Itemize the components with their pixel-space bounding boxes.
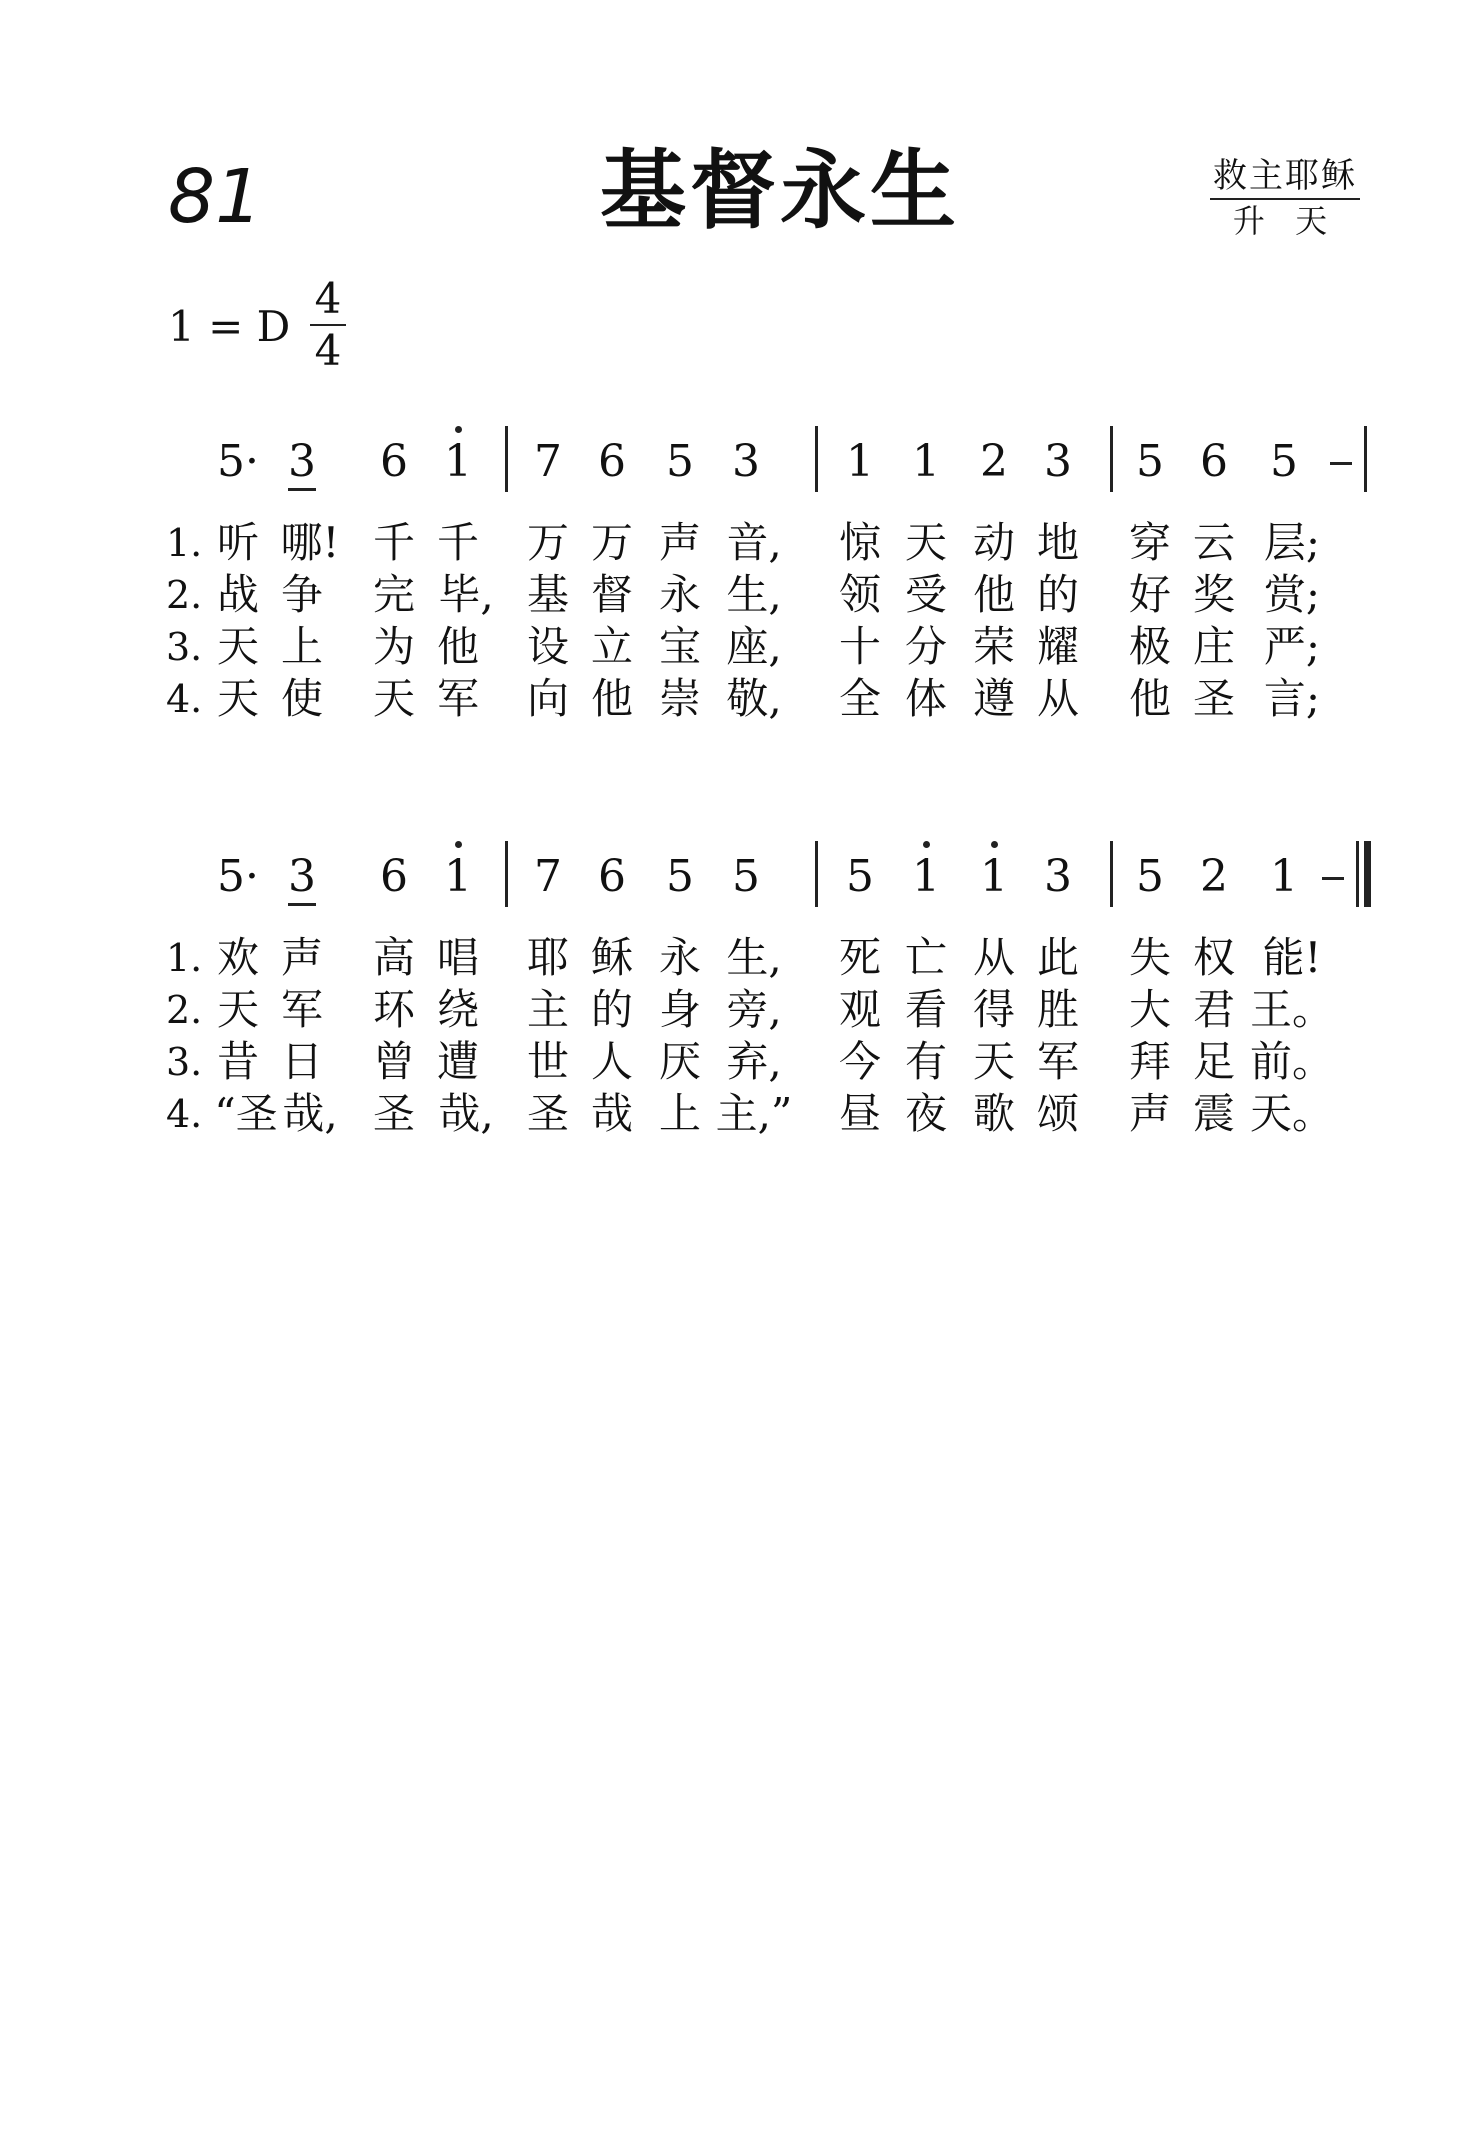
lyric-syllable: 敬, <box>726 674 782 723</box>
hymn-number: 81 <box>168 154 263 240</box>
lyric-syllable: 奖 <box>1192 570 1236 619</box>
lyric-syllable: 观 <box>838 985 882 1034</box>
lyric-syllable: 王。 <box>1249 985 1335 1034</box>
lyric-syllable: 颂 <box>1036 1089 1080 1138</box>
lyric-syllable: 日 <box>280 1037 324 1086</box>
lyric-syllable: 基 <box>526 570 570 619</box>
note: 5 <box>1136 851 1164 902</box>
lyric-syllable: 圣 <box>372 1089 416 1138</box>
lyric-syllable: 此 <box>1036 933 1080 982</box>
barline <box>505 841 508 907</box>
verse-number: 2. <box>166 573 203 617</box>
note: 3 <box>288 851 316 902</box>
category-main: 救主耶稣 <box>1210 156 1360 200</box>
lyric-syllable: 设 <box>526 622 570 671</box>
lyric-syllable: 高 <box>372 933 416 982</box>
barline <box>815 841 818 907</box>
lyric-syllable: 动 <box>972 518 1016 567</box>
lyric-syllable: 遭 <box>436 1037 480 1086</box>
lyric-syllable: 他 <box>1128 674 1172 723</box>
lyric-syllable: 前。 <box>1249 1037 1335 1086</box>
lyric-syllable: 他 <box>972 570 1016 619</box>
note: 3 <box>1044 436 1072 487</box>
lyric-syllable: 天 <box>216 985 260 1034</box>
lyric-syllable: 胜 <box>1036 985 1080 1034</box>
lyric-syllable: 拜 <box>1128 1037 1172 1086</box>
lyric-syllable: 遵 <box>972 674 1016 723</box>
time-signature-bottom: 4 <box>314 326 342 375</box>
lyric-syllable: 他 <box>590 674 634 723</box>
note: 6 <box>598 851 626 902</box>
lyric-syllable: 从 <box>1036 674 1080 723</box>
lyric-syllable: 分 <box>904 622 948 671</box>
lyric-syllable: 生, <box>726 933 782 982</box>
lyric-syllable: 哉, <box>282 1089 338 1138</box>
lyric-syllable: 耀 <box>1036 622 1080 671</box>
lyric-syllable: 曾 <box>372 1037 416 1086</box>
lyric-syllable: 为 <box>372 622 416 671</box>
lyric-syllable: 争 <box>280 570 324 619</box>
verse-number: 3. <box>166 625 203 669</box>
lyric-syllable: 全 <box>838 674 882 723</box>
verse-number: 1. <box>166 936 203 980</box>
lyric-syllable: 军 <box>436 674 480 723</box>
barline <box>815 426 818 492</box>
lyric-syllable: 欢 <box>216 933 260 982</box>
note: 1 <box>444 851 472 902</box>
lyric-syllable: 圣 <box>526 1089 570 1138</box>
note: 5 <box>666 851 694 902</box>
note: 5· <box>217 851 259 902</box>
lyric-syllable: 军 <box>1036 1037 1080 1086</box>
lyric-syllable: 权 <box>1192 933 1236 982</box>
lyric-syllable: 稣 <box>590 933 634 982</box>
lyric-syllable: 弃, <box>726 1037 782 1086</box>
lyric-syllable: 失 <box>1128 933 1172 982</box>
verse-number: 4. <box>166 677 203 721</box>
barline <box>1356 841 1359 907</box>
lyric-syllable: 惊 <box>838 518 882 567</box>
lyric-syllable: 夜 <box>904 1089 948 1138</box>
verse-number: 3. <box>166 1040 203 1084</box>
lyric-syllable: 音, <box>726 518 782 567</box>
lyric-syllable: 生, <box>726 570 782 619</box>
lyric-syllable: 荣 <box>972 622 1016 671</box>
lyric-syllable: 天 <box>904 518 948 567</box>
lyric-syllable: 极 <box>1128 622 1172 671</box>
final-barline <box>1364 841 1371 907</box>
lyric-syllable: 听 <box>216 518 260 567</box>
lyric-syllable: 毕, <box>438 570 494 619</box>
lyric-syllable: 千 <box>372 518 416 567</box>
lyric-syllable: 亡 <box>904 933 948 982</box>
lyric-syllable: 好 <box>1128 570 1172 619</box>
octave-dot-above <box>923 841 930 848</box>
barline <box>1110 841 1113 907</box>
verse-number: 4. <box>166 1092 203 1136</box>
lyric-syllable: 天 <box>372 674 416 723</box>
barline <box>505 426 508 492</box>
lyric-syllable: 云 <box>1192 518 1236 567</box>
note: 3 <box>288 436 316 487</box>
lyric-syllable: 世 <box>526 1037 570 1086</box>
octave-dot-above <box>455 426 462 433</box>
note: 3 <box>732 436 760 487</box>
lyric-syllable: 使 <box>280 674 324 723</box>
lyric-syllable: 歌 <box>972 1089 1016 1138</box>
lyric-syllable: 立 <box>590 622 634 671</box>
note: 1 <box>980 851 1008 902</box>
lyric-syllable: 主,” <box>715 1089 793 1138</box>
lyric-syllable: 上 <box>280 622 324 671</box>
lyric-syllable: 死 <box>838 933 882 982</box>
note: 5· <box>217 436 259 487</box>
lyric-syllable: 言; <box>1263 674 1321 723</box>
category-block <box>1210 156 1360 242</box>
note: 1 <box>912 436 940 487</box>
hold-dash <box>1322 877 1344 880</box>
lyric-syllable: 万 <box>526 518 570 567</box>
octave-dot-above <box>991 841 998 848</box>
note: 5 <box>1270 436 1298 487</box>
lyric-syllable: 能! <box>1262 933 1322 982</box>
lyric-syllable: 震 <box>1192 1089 1236 1138</box>
lyric-syllable: 主 <box>526 985 570 1034</box>
note: 6 <box>598 436 626 487</box>
lyric-syllable: 座, <box>726 622 782 671</box>
lyric-syllable: 足 <box>1192 1037 1236 1086</box>
lyric-syllable: 人 <box>590 1037 634 1086</box>
lyric-syllable: 受 <box>904 570 948 619</box>
eighth-note-underline <box>288 903 316 906</box>
lyric-syllable: 今 <box>838 1037 882 1086</box>
hold-dash <box>1330 462 1352 465</box>
verse-number: 2. <box>166 988 203 1032</box>
category-sub: 升 天 <box>1232 202 1338 240</box>
lyric-syllable: 有 <box>904 1037 948 1086</box>
note: 5 <box>666 436 694 487</box>
lyric-syllable: 完 <box>372 570 416 619</box>
lyric-syllable: 君 <box>1192 985 1236 1034</box>
note: 1 <box>444 436 472 487</box>
lyric-syllable: 上 <box>658 1089 702 1138</box>
lyric-syllable: 得 <box>972 985 1016 1034</box>
lyric-syllable: 的 <box>1036 570 1080 619</box>
note: 3 <box>1044 851 1072 902</box>
lyric-syllable: 庄 <box>1192 622 1236 671</box>
time-signature-top: 4 <box>314 274 342 323</box>
note: 1 <box>912 851 940 902</box>
lyric-syllable: 天。 <box>1249 1089 1335 1138</box>
barline <box>1110 426 1113 492</box>
note: 6 <box>380 851 408 902</box>
lyric-syllable: 千 <box>436 518 480 567</box>
octave-dot-above <box>455 841 462 848</box>
lyric-syllable: 旁, <box>726 985 782 1034</box>
note: 7 <box>534 436 562 487</box>
lyric-syllable: 声 <box>280 933 324 982</box>
lyric-syllable: 军 <box>280 985 324 1034</box>
lyric-syllable: 宝 <box>658 622 702 671</box>
hymn-title: 基督永生 <box>600 140 960 241</box>
lyric-syllable: 厌 <box>658 1037 702 1086</box>
lyric-syllable: 十 <box>838 622 882 671</box>
lyric-syllable: 体 <box>904 674 948 723</box>
verse-number: 1. <box>166 521 203 565</box>
barline <box>1364 426 1367 492</box>
lyric-syllable: 严; <box>1263 622 1321 671</box>
lyric-syllable: 身 <box>658 985 702 1034</box>
key-signature: 1 = D <box>168 302 291 351</box>
lyric-syllable: 崇 <box>658 674 702 723</box>
lyric-syllable: 天 <box>216 674 260 723</box>
lyric-syllable: 昼 <box>838 1089 882 1138</box>
lyric-syllable: 他 <box>436 622 480 671</box>
lyric-syllable: 穿 <box>1128 518 1172 567</box>
lyric-syllable: 绕 <box>436 985 480 1034</box>
lyric-syllable: 层; <box>1263 518 1321 567</box>
note: 2 <box>980 436 1008 487</box>
lyric-syllable: 天 <box>972 1037 1016 1086</box>
note: 5 <box>732 851 760 902</box>
lyric-syllable: 声 <box>658 518 702 567</box>
lyric-syllable: 督 <box>590 570 634 619</box>
lyric-syllable: 地 <box>1036 518 1080 567</box>
note: 1 <box>1270 851 1298 902</box>
lyric-syllable: 永 <box>658 933 702 982</box>
time-signature <box>310 274 346 375</box>
lyric-syllable: 永 <box>658 570 702 619</box>
note: 2 <box>1200 851 1228 902</box>
note: 6 <box>1200 436 1228 487</box>
note: 6 <box>380 436 408 487</box>
lyric-syllable: 大 <box>1128 985 1172 1034</box>
eighth-note-underline <box>288 488 316 491</box>
lyric-syllable: 天 <box>216 622 260 671</box>
lyric-syllable: 赏; <box>1263 570 1321 619</box>
lyric-syllable: 的 <box>590 985 634 1034</box>
lyric-syllable: 耶 <box>526 933 570 982</box>
lyric-syllable: 从 <box>972 933 1016 982</box>
note: 5 <box>846 851 874 902</box>
lyric-syllable: 哉 <box>590 1089 634 1138</box>
note: 5 <box>1136 436 1164 487</box>
note: 7 <box>534 851 562 902</box>
lyric-syllable: 领 <box>838 570 882 619</box>
lyric-syllable: 向 <box>526 674 570 723</box>
lyric-syllable: 声 <box>1128 1089 1172 1138</box>
note: 1 <box>846 436 874 487</box>
lyric-syllable: 万 <box>590 518 634 567</box>
lyric-syllable: 环 <box>372 985 416 1034</box>
lyric-syllable: 圣 <box>1192 674 1236 723</box>
lyric-syllable: 唱 <box>436 933 480 982</box>
lyric-syllable: 哪! <box>280 518 340 567</box>
lyric-syllable: 昔 <box>216 1037 260 1086</box>
lyric-syllable: 战 <box>216 570 260 619</box>
lyric-syllable: 看 <box>904 985 948 1034</box>
lyric-syllable: 哉, <box>438 1089 494 1138</box>
lyric-syllable: “圣 <box>214 1089 278 1138</box>
